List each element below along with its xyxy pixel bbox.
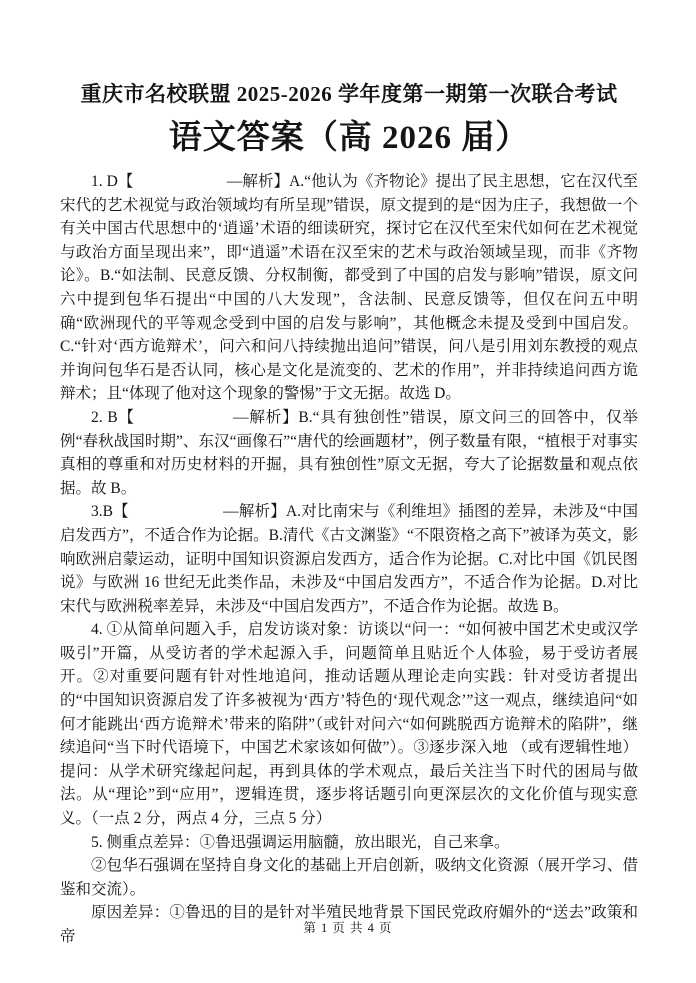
answer-sheet-title: 语文答案（高 2026 届）	[168, 120, 530, 156]
answer-paragraph-q2: 2. B【 —解析】B.“具有独创性”错误，原文问三的回答中，仅举例“春秋战国时期”、东汉“画像石”“唐代的绘画题材”，例子数量有限，“植根于对事实真相的尊重和对历史材料的开掘，具有独创性”原文无据，夸大了论据数量和观点依据。故 B。	[60, 408, 638, 497]
answer-paragraph-q4: 4. ①从简单问题入手，启发访谈对象：访谈以“问一：“如何被中国艺术史或汉学吸引”开篇，从受访者的学术起源入手，问题简单且贴近个人体验，易于受访者展开。②对重要问题有针对性地追问，推动话题从理论走向实践：针对受访者提出的“中国知识资源启发了许多被视为‘西方’特色的‘现代观念’”这一观点，继续追问“如何才能跳出‘西方诡辩术’带来的陷阱”（或针对问六“如何跳脱西方诡辩术的陷阱”，继续追问“当下时代语境下，中国艺术家该如何做”）。③逐步深入地 （或有逻辑性地）提问：从学术研究缘起问起，再到具体的学术观点，最后关注当下时代的困局与做法。从“理论”到“应用”，逻辑连贯，逐步将话题引向更深层次的文化价值与现实意义。（一点 2 分，两点 4 分，三点 5 分）	[60, 621, 638, 828]
answer-paragraph-q5-reason: 原因差异：①鲁迅的目的是针对半殖民地背景下国民党政府媚外的“送去”政策和帝	[60, 904, 638, 945]
answer-paragraph-q5-baohuashi: ②包华石强调在坚持自身文化的基础上开启创新，吸纳文化资源（展开学习、借鉴和交流）。	[60, 857, 638, 898]
answers-body	[60, 170, 638, 949]
answer-paragraph-q1: 1. D【 —解析】A.“他认为《齐物论》提出了民主思想，它在汉代至宋代的艺术视觉与政治领域均有所呈现”错误，原文提到的是“因为庄子，我想做一个有关中国古代思想中的‘逍遥’术语的细读研究，探讨它在汉代至宋代如何在艺术视觉与政治方面呈现出来”，即“逍遥”术语在汉至宋的艺术与政治领域呈现，而非《齐物论》。B.“如法制、民意反馈、分权制衡，都受到了中国的启发与影响”错误，原文问六中提到包华石提出“中国的八大发现”，含法制、民意反馈等，但仅在问五中明确“欧洲现代的平等观念受到中国的启发与影响”，其他概念未提及受到中国启发。C.“针对‘西方诡辩术’，问六和问八持续抛出追问”错误，问八是引用刘东教授的观点并询问包华石是否认同，核心是文化是流变的、艺术的作用”，并非持续追问西方诡辩术；且“体现了他对这个现象的警惕”于文无据。故选 D。	[60, 173, 638, 403]
exam-title: 重庆市名校联盟 2025-2026 学年度第一期第一次联合考试	[80, 82, 618, 106]
answer-paragraph-q3: 3.B【 —解析】A.对比南宋与《利维坦》插图的差异，未涉及“中国启发西方”，不适合作为论据。B.清代《古文渊鉴》“不限资格之高下”被译为英文，影响欧洲启蒙运动，证明中国知识资源启发西方，适合作为论据。C.对比中国《饥民图说》与欧洲 16 世纪无此类作品，未涉及“中国启发西方”，不适合作为论据。D.对比宋代与欧洲税率差异，未涉及“中国启发西方”，不适合作为论据。故选 B。	[60, 503, 638, 615]
page-number-footer: 第 1 页 共 4 页	[303, 921, 393, 935]
answer-paragraph-q5-emphasis: 5. 侧重点差异：①鲁迅强调运用脑髓，放出眼光，自己来拿。	[91, 833, 510, 851]
